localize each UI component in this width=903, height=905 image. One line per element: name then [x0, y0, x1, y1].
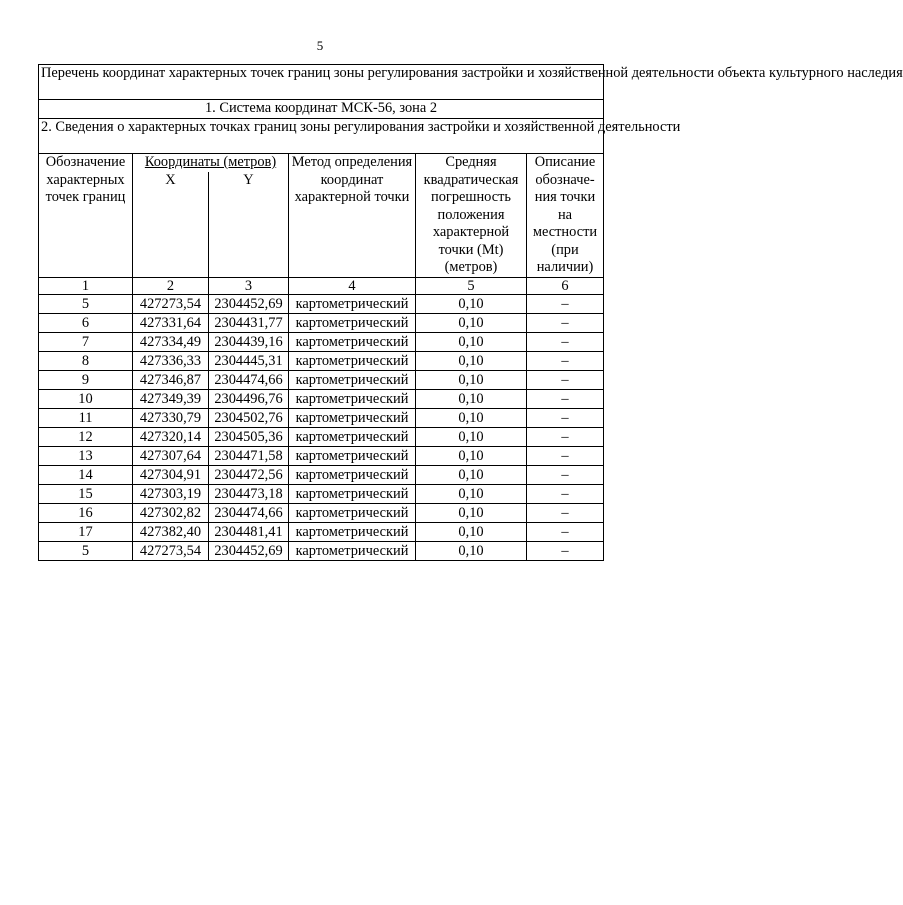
point-cell: 9 — [39, 370, 133, 389]
y-cell: 2304505,36 — [209, 427, 289, 446]
method-cell: картометрический — [289, 522, 416, 541]
header-method: Метод определения координат характерной точки — [289, 154, 416, 278]
y-cell: 2304474,66 — [209, 370, 289, 389]
section-heading: 2. Сведения о характерных точках границ зоны регулирования застройки и хозяйственной деятельности — [39, 119, 604, 154]
table-row — [39, 465, 604, 484]
error-cell: 0,10 — [416, 503, 527, 522]
x-cell: 427273,54 — [133, 294, 209, 313]
description-cell: – — [527, 294, 604, 313]
y-cell: 2304472,56 — [209, 465, 289, 484]
y-cell: 2304431,77 — [209, 313, 289, 332]
x-cell: 427320,14 — [133, 427, 209, 446]
point-cell: 6 — [39, 313, 133, 332]
table-row — [39, 313, 604, 332]
error-cell: 0,10 — [416, 465, 527, 484]
table-row — [39, 332, 604, 351]
method-cell: картометрический — [289, 351, 416, 370]
method-cell: картометрический — [289, 408, 416, 427]
method-cell: картометрический — [289, 294, 416, 313]
y-cell: 2304502,76 — [209, 408, 289, 427]
error-cell: 0,10 — [416, 484, 527, 503]
error-cell: 0,10 — [416, 332, 527, 351]
method-cell: картометрический — [289, 503, 416, 522]
description-cell: – — [527, 541, 604, 560]
description-cell: – — [527, 427, 604, 446]
y-cell: 2304439,16 — [209, 332, 289, 351]
table-row — [39, 351, 604, 370]
y-cell: 2304445,31 — [209, 351, 289, 370]
error-cell: 0,10 — [416, 389, 527, 408]
column-number: 3 — [209, 277, 289, 294]
table-row — [39, 408, 604, 427]
point-cell: 12 — [39, 427, 133, 446]
point-cell: 7 — [39, 332, 133, 351]
method-cell: картометрический — [289, 427, 416, 446]
method-cell: картометрический — [289, 484, 416, 503]
coordinates-table — [38, 64, 903, 561]
column-number: 5 — [416, 277, 527, 294]
point-cell: 11 — [39, 408, 133, 427]
method-cell: картометрический — [289, 465, 416, 484]
column-number: 2 — [133, 277, 209, 294]
method-cell: картометрический — [289, 370, 416, 389]
y-cell: 2304471,58 — [209, 446, 289, 465]
x-cell: 427382,40 — [133, 522, 209, 541]
column-number: 4 — [289, 277, 416, 294]
header-x: X — [133, 172, 209, 277]
description-cell: – — [527, 370, 604, 389]
x-cell: 427303,19 — [133, 484, 209, 503]
table-row — [39, 446, 604, 465]
point-cell: 17 — [39, 522, 133, 541]
table-row — [39, 503, 604, 522]
point-cell: 5 — [39, 294, 133, 313]
error-cell: 0,10 — [416, 427, 527, 446]
header-description: Описание обозначе-ния точки на местности (при наличии) — [527, 154, 604, 278]
x-cell: 427349,39 — [133, 389, 209, 408]
description-cell: – — [527, 351, 604, 370]
header-error: Средняя квадратическая погрешность положения характерной точки (Mt) (метров) — [416, 154, 527, 278]
table-title: Перечень координат характерных точек границ зоны регулирования застройки и хозяйственной деятельности объекта культурного наследия — [39, 65, 604, 100]
error-cell: 0,10 — [416, 313, 527, 332]
description-cell: – — [527, 446, 604, 465]
method-cell: картометрический — [289, 332, 416, 351]
y-cell: 2304496,76 — [209, 389, 289, 408]
error-cell: 0,10 — [416, 541, 527, 560]
description-cell: – — [527, 522, 604, 541]
error-cell: 0,10 — [416, 370, 527, 389]
method-cell: картометрический — [289, 313, 416, 332]
error-cell: 0,10 — [416, 408, 527, 427]
x-cell: 427304,91 — [133, 465, 209, 484]
y-cell: 2304481,41 — [209, 522, 289, 541]
description-cell: – — [527, 313, 604, 332]
error-cell: 0,10 — [416, 446, 527, 465]
point-cell: 15 — [39, 484, 133, 503]
x-cell: 427336,33 — [133, 351, 209, 370]
page-number: 5 — [316, 38, 324, 53]
x-cell: 427334,49 — [133, 332, 209, 351]
point-cell: 5 — [39, 541, 133, 560]
method-cell: картометрический — [289, 446, 416, 465]
error-cell: 0,10 — [416, 294, 527, 313]
header-y: Y — [209, 172, 289, 277]
x-cell: 427302,82 — [133, 503, 209, 522]
x-cell: 427346,87 — [133, 370, 209, 389]
table-row — [39, 541, 604, 560]
description-cell: – — [527, 503, 604, 522]
column-number: 1 — [39, 277, 133, 294]
point-cell: 8 — [39, 351, 133, 370]
column-number: 6 — [527, 277, 604, 294]
table-row — [39, 294, 604, 313]
y-cell: 2304474,66 — [209, 503, 289, 522]
method-cell: картометрический — [289, 389, 416, 408]
coordinate-system-heading: 1. Система координат МСК-56, зона 2 — [39, 100, 604, 119]
y-cell: 2304473,18 — [209, 484, 289, 503]
table-row — [39, 370, 604, 389]
x-cell: 427331,64 — [133, 313, 209, 332]
description-cell: – — [527, 389, 604, 408]
point-cell: 14 — [39, 465, 133, 484]
header-designation: Обозначение характерных точек границ — [39, 154, 133, 278]
description-cell: – — [527, 332, 604, 351]
point-cell: 16 — [39, 503, 133, 522]
x-cell: 427330,79 — [133, 408, 209, 427]
x-cell: 427307,64 — [133, 446, 209, 465]
table-row — [39, 522, 604, 541]
error-cell: 0,10 — [416, 351, 527, 370]
table-row — [39, 484, 604, 503]
description-cell: – — [527, 484, 604, 503]
y-cell: 2304452,69 — [209, 541, 289, 560]
point-cell: 13 — [39, 446, 133, 465]
x-cell: 427273,54 — [133, 541, 209, 560]
method-cell: картометрический — [289, 541, 416, 560]
error-cell: 0,10 — [416, 522, 527, 541]
table-row — [39, 389, 604, 408]
header-coordinates: Координаты (метров) — [133, 154, 289, 172]
description-cell: – — [527, 465, 604, 484]
description-cell: – — [527, 408, 604, 427]
y-cell: 2304452,69 — [209, 294, 289, 313]
point-cell: 10 — [39, 389, 133, 408]
table-row — [39, 427, 604, 446]
